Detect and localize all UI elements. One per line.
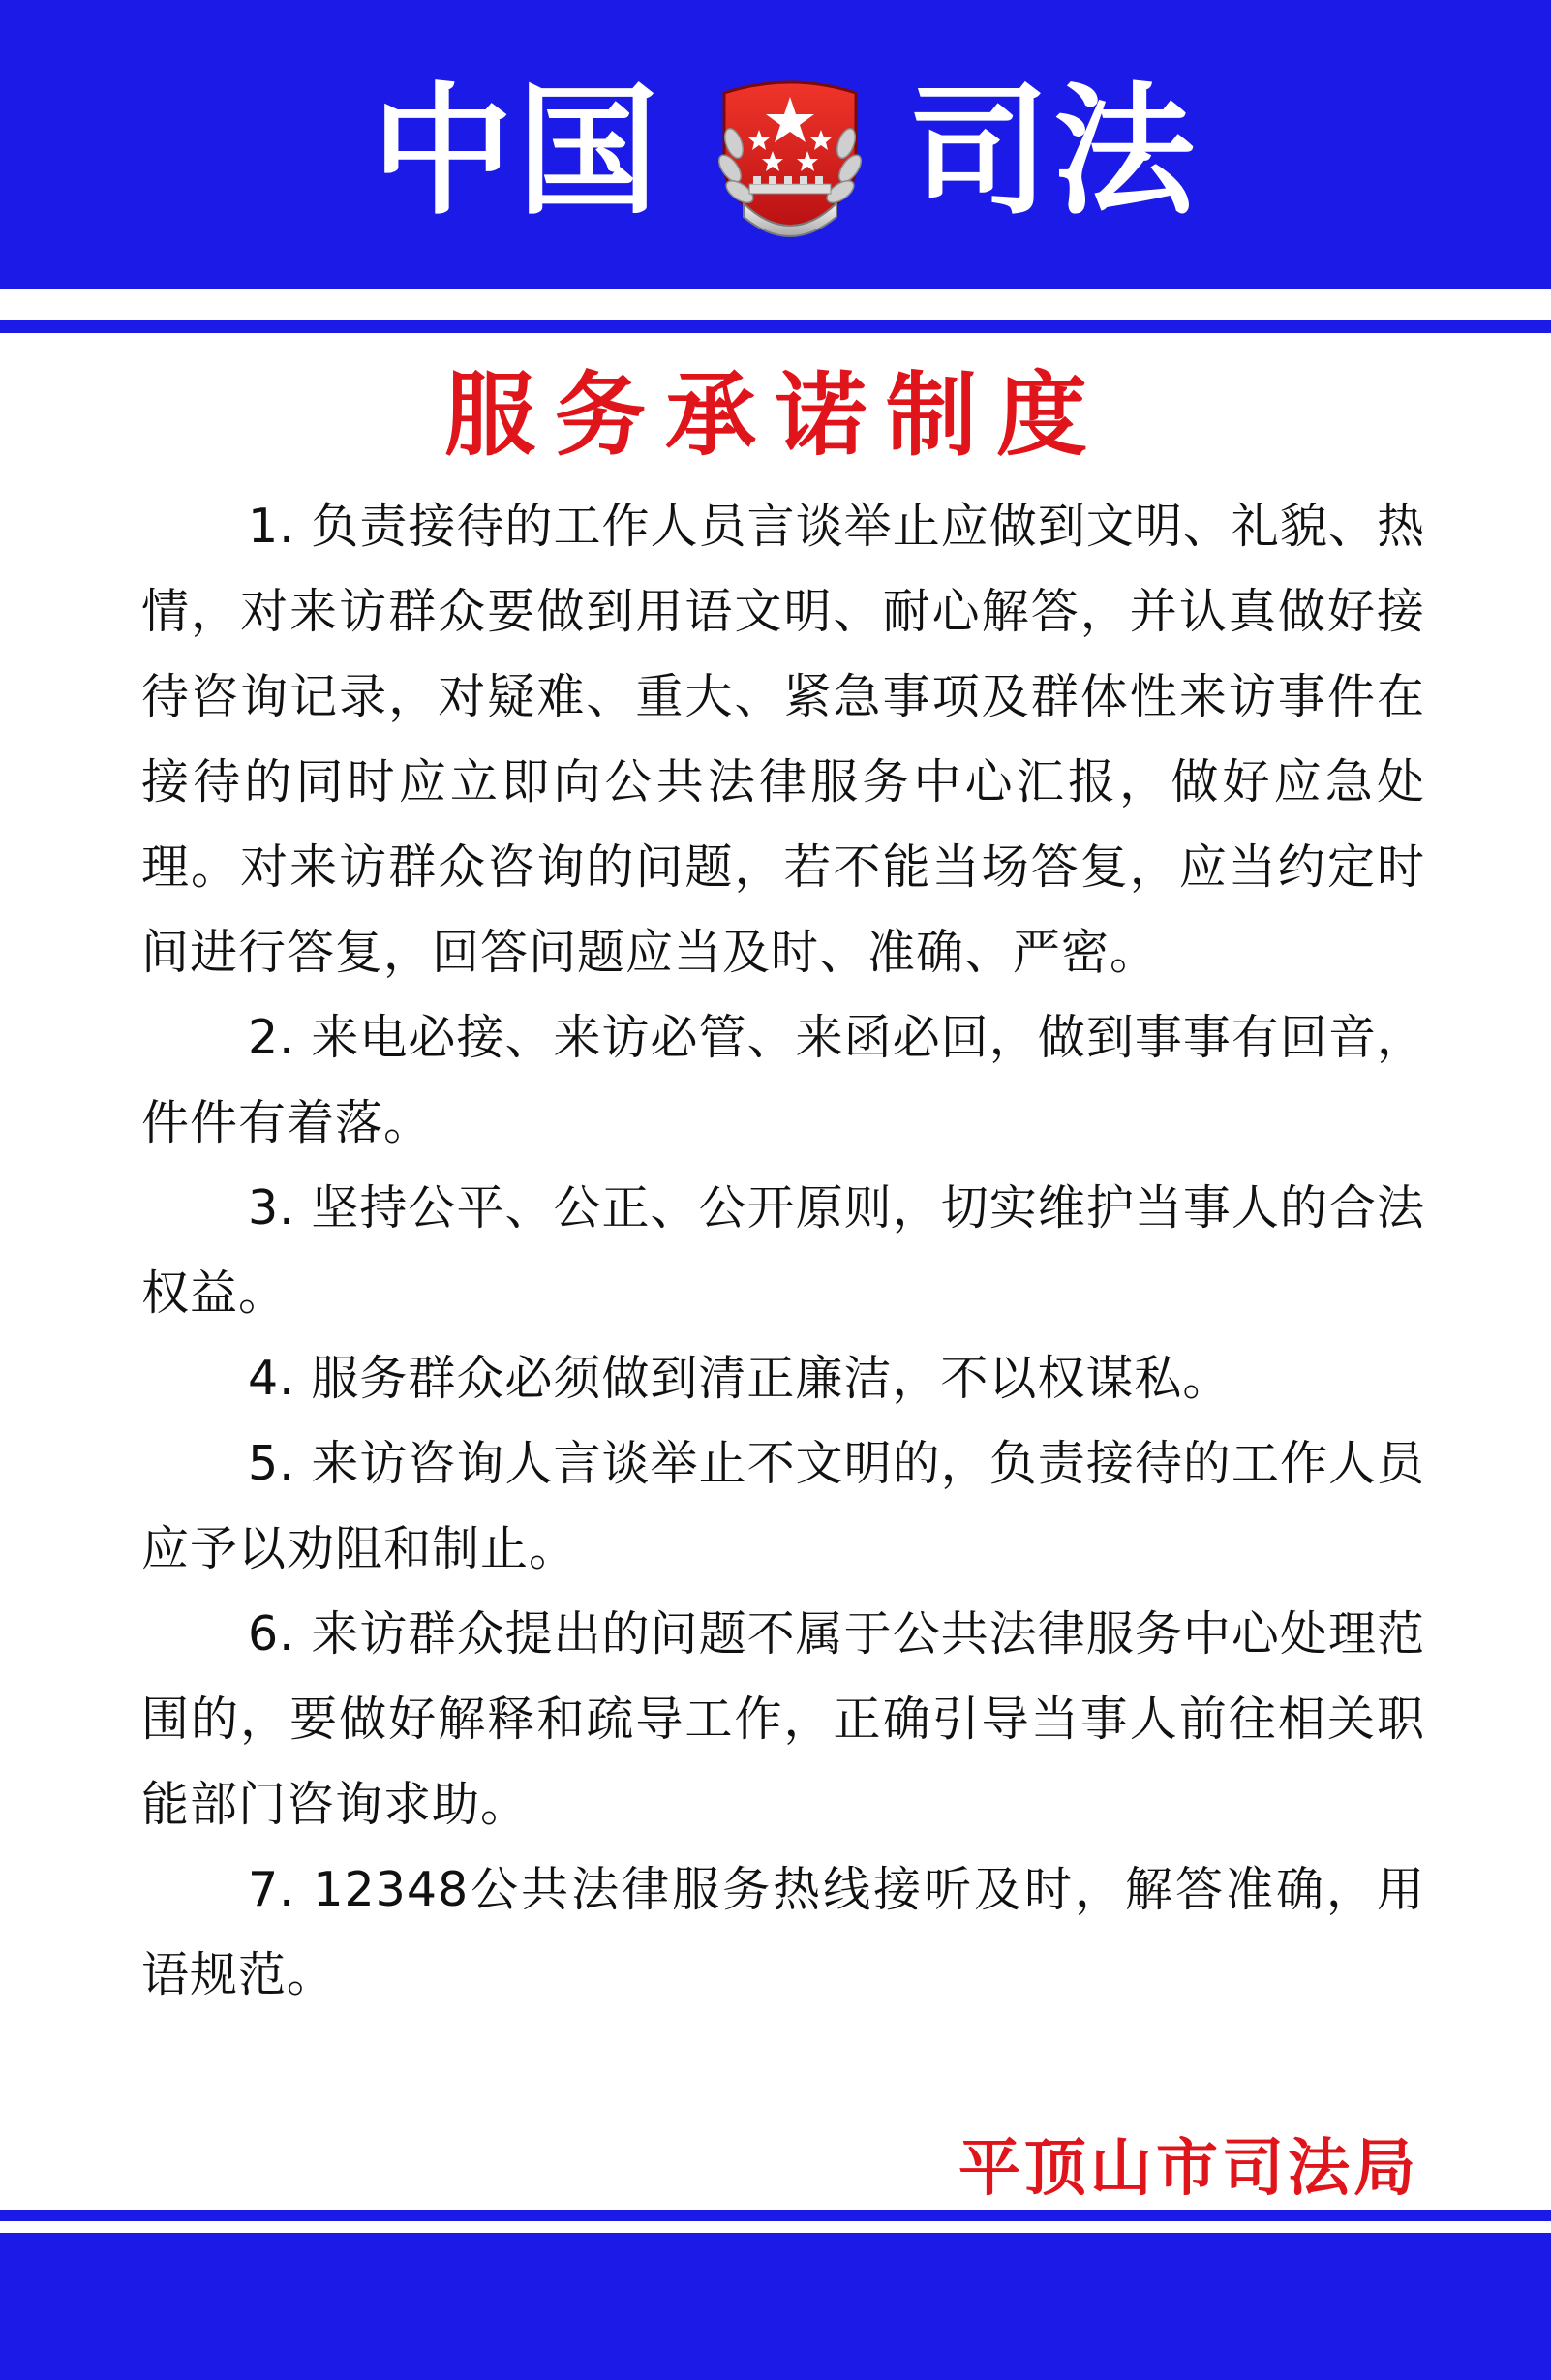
header-divider-stripe bbox=[0, 320, 1551, 333]
document-title: 服务承诺制度 bbox=[443, 363, 1107, 469]
commitment-item-3: 3. 坚持公平、公正、公开原则，切实维护当事人的合法权益。 bbox=[141, 1180, 1425, 1321]
commitment-item-2: 2. 来电必接、来访必管、来函必回，做到事事有回音，件件有着落。 bbox=[141, 1010, 1425, 1150]
footer-divider-stripe bbox=[0, 2210, 1551, 2221]
justice-emblem-icon bbox=[705, 76, 875, 256]
header-title-right: 司法 bbox=[908, 70, 1199, 234]
commitment-item-6: 6. 来访群众提出的问题不属于公共法律服务中心处理范围的，要做好解释和疏导工作，正确引导当事人前往相关职能部门咨询求助。 bbox=[141, 1606, 1425, 1832]
commitment-item-7: 7. 12348公共法律服务热线接听及时，解答准确，用语规范。 bbox=[141, 1862, 1425, 2002]
document-body bbox=[141, 484, 1425, 2018]
issuer-signature: 平顶山市司法局 bbox=[958, 2133, 1419, 2205]
commitment-item-5: 5. 来访咨询人言谈举止不文明的，负责接待的工作人员应予以劝阻和制止。 bbox=[141, 1436, 1425, 1576]
commitment-item-1: 1. 负责接待的工作人员言谈举止应做到文明、礼貌、热情，对来访群众要做到用语文明、耐心解答，并认真做好接待咨询记录，对疑难、重大、紧急事项及群体性来访事件在接待的同时应立即向公共法律服务中心汇报，做好应急处理。对来访群众咨询的问题，若不能当场答复，应当约定时间进行答复，回答问题应当及时、准确、严密。 bbox=[141, 499, 1425, 980]
footer-band bbox=[0, 2233, 1551, 2380]
commitment-item-4: 4. 服务群众必须做到清正廉洁，不以权谋私。 bbox=[248, 1351, 1232, 1406]
header-title-left: 中国 bbox=[372, 70, 662, 234]
